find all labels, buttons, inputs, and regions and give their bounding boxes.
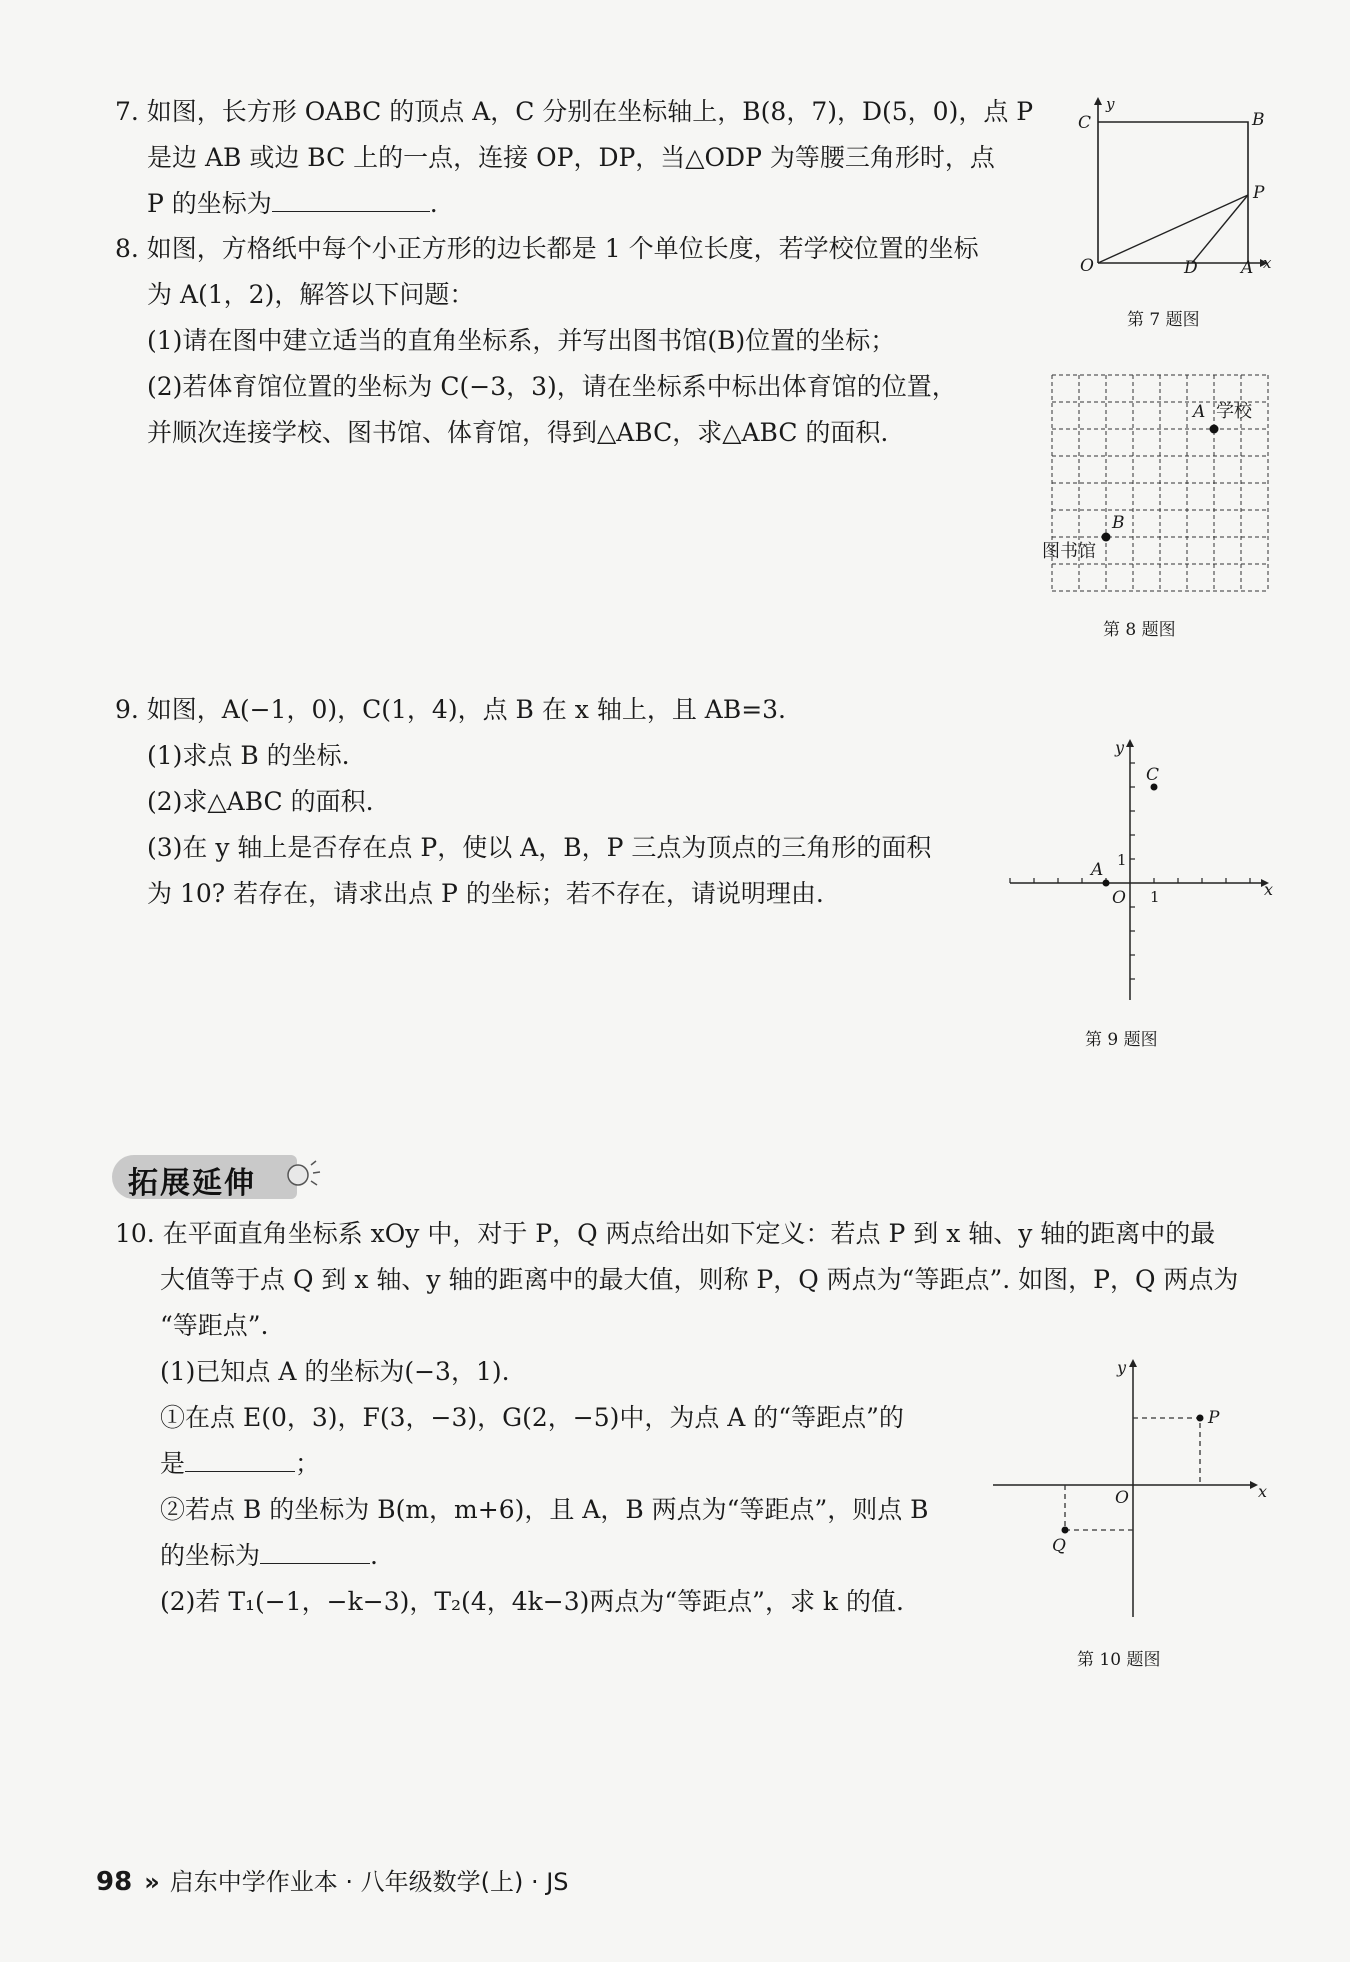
q10-line-9: (2)若 T₁(−1，−k−3)，T₂(4，4k−3)两点为“等距点”，求 k 的值. xyxy=(160,1587,904,1616)
q9-line-2: (1)求点 B 的坐标. xyxy=(147,741,350,770)
q10-line-5: ①在点 E(0，3)，F(3，−3)，G(2，−5)中，为点 A 的“等距点”的 xyxy=(160,1403,904,1432)
double-chevron-icon: » xyxy=(144,1868,160,1896)
q9-line-4: (3)在 y 轴上是否存在点 P，使以 A，B，P 三点为顶点的三角形的面积 xyxy=(147,833,932,862)
q7-label-a: A xyxy=(1241,258,1254,278)
q7-label-b: B xyxy=(1252,110,1265,130)
q8-point-a xyxy=(1210,425,1219,434)
q9-label-o: O xyxy=(1112,888,1126,908)
q9-label-one-x: 1 xyxy=(1150,888,1160,906)
q7-label-o: O xyxy=(1080,256,1094,276)
q10-caption: 第 10 题图 xyxy=(1077,1650,1161,1670)
q8-line-5: 并顺次连接学校、图书馆、体育馆，得到△ABC，求△ABC 的面积. xyxy=(147,418,889,447)
q9-label-x: x xyxy=(1264,880,1274,899)
q8-caption: 第 8 题图 xyxy=(1103,620,1176,640)
q7-label-x: x xyxy=(1263,254,1272,272)
q10-line-4: (1)已知点 A 的坐标为(−3，1). xyxy=(160,1357,510,1386)
q7-line-1: 7. 如图，长方形 OABC 的顶点 A，C 分别在坐标轴上，B(8，7)，D(5，0)，点 P xyxy=(115,97,1034,126)
q10-label-y: y xyxy=(1117,1358,1127,1377)
q8-label-school: 学校 xyxy=(1216,401,1252,422)
q7-label-p: P xyxy=(1253,183,1265,203)
q7-line-2: 是边 AB 或边 BC 上的一点，连接 OP，DP，当△ODP 为等腰三角形时，点 xyxy=(147,143,995,172)
q10-line-8: 的坐标为 . xyxy=(160,1541,378,1570)
q9-line-1: 9. 如图，A(−1，0)，C(1，4)，点 B 在 x 轴上，且 AB=3. xyxy=(115,695,786,724)
q7-label-c: C xyxy=(1078,113,1092,133)
page-number: 98 xyxy=(96,1867,133,1897)
q10-line-3: “等距点”. xyxy=(160,1311,269,1340)
q7-answer-blank[interactable] xyxy=(272,191,430,212)
q8-grid-figure xyxy=(1040,370,1265,605)
q9-label-a: A xyxy=(1091,860,1104,880)
q10-line-6: 是 ； xyxy=(160,1449,321,1478)
q8-line-2: 为 A(1，2)，解答以下问题： xyxy=(147,280,475,309)
q9-caption: 第 9 题图 xyxy=(1085,1030,1158,1050)
q9-point-a xyxy=(1103,880,1110,887)
q10-label-o: O xyxy=(1115,1488,1129,1508)
q9-label-y: y xyxy=(1115,738,1125,757)
q10-line-2: 大值等于点 Q 到 x 轴、y 轴的距离中的最大值，则称 P，Q 两点为“等距点”. 如图，P，Q 两点为 xyxy=(160,1265,1239,1294)
q9-line-5: 为 10? 若存在，请求出点 P 的坐标；若不存在，请说明理由. xyxy=(147,879,824,908)
q10-answer-blank-2[interactable] xyxy=(260,1543,370,1564)
q8-line-4: (2)若体育馆位置的坐标为 C(−3，3)，请在坐标系中标出体育馆的位置， xyxy=(147,372,957,401)
lightbulb-icon xyxy=(282,1155,322,1195)
section-title: 拓展延伸 xyxy=(128,1166,256,1201)
q8-label-library: 图书馆 xyxy=(1042,541,1096,562)
q10-label-q: Q xyxy=(1052,1536,1066,1556)
q10-line-7: ②若点 B 的坐标为 B(m，m+6)，且 A，B 两点为“等距点”，则点 B xyxy=(160,1495,929,1524)
q8-label-a: A xyxy=(1193,402,1206,422)
q8-line-1: 8. 如图，方格纸中每个小正方形的边长都是 1 个单位长度，若学校位置的坐标 xyxy=(115,234,979,263)
q9-label-one-y: 1 xyxy=(1117,851,1127,869)
q9-line-3: (2)求△ABC 的面积. xyxy=(147,787,374,816)
q10-figure xyxy=(990,1355,1275,1620)
q8-label-b: B xyxy=(1112,513,1125,533)
q10-line-1: 10. 在平面直角坐标系 xOy 中，对于 P，Q 两点给出如下定义：若点 P 到 x 轴、y 轴的距离中的最 xyxy=(115,1219,1216,1248)
q7-label-d: D xyxy=(1184,258,1198,278)
footer-title: 启东中学作业本 · 八年级数学(上) · JS xyxy=(169,1868,569,1896)
q7-line-3: P 的坐标为 . xyxy=(147,189,438,218)
q8-line-3: (1)请在图中建立适当的直角坐标系，并写出图书馆(B)位置的坐标； xyxy=(147,326,896,355)
q10-point-q xyxy=(1062,1527,1069,1534)
q7-caption: 第 7 题图 xyxy=(1127,310,1200,330)
q10-point-p xyxy=(1197,1415,1204,1422)
q10-label-x: x xyxy=(1258,1482,1268,1501)
q10-label-p: P xyxy=(1208,1408,1220,1428)
q7-label-y: y xyxy=(1106,95,1115,113)
page-footer xyxy=(96,1862,569,1897)
q7-figure xyxy=(1070,95,1270,295)
q9-figure xyxy=(1005,735,1275,1005)
q9-label-c: C xyxy=(1146,765,1160,785)
q8-point-b xyxy=(1102,533,1111,542)
q10-answer-blank-1[interactable] xyxy=(185,1451,295,1472)
